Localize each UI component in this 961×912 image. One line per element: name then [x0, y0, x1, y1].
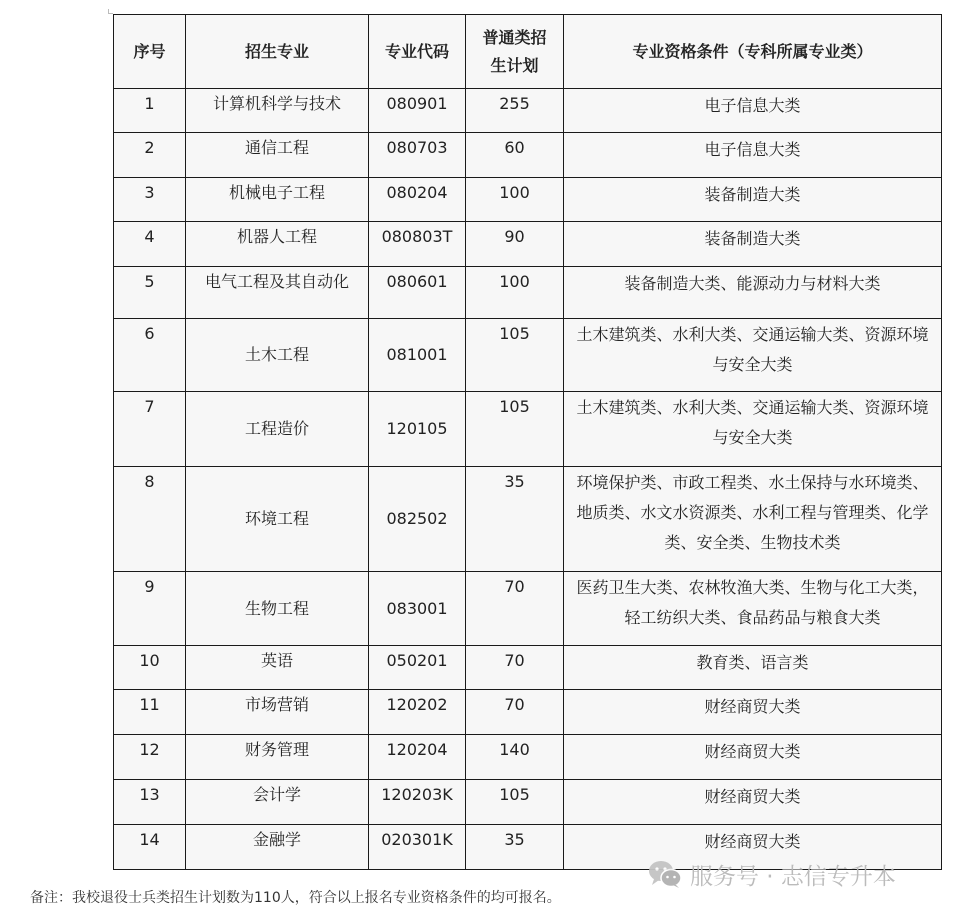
cell-code: 080204 — [369, 178, 466, 222]
cell-condition: 装备制造大类 — [564, 222, 942, 267]
cell-condition: 电子信息大类 — [564, 133, 942, 178]
table-row — [114, 133, 942, 178]
cell-seq: 12 — [114, 735, 186, 780]
table-row — [114, 89, 942, 133]
cell-plan: 105 — [466, 780, 564, 825]
cell-major: 机器人工程 — [186, 222, 369, 267]
cell-seq: 7 — [114, 392, 186, 467]
table-row — [114, 222, 942, 267]
cell-seq: 8 — [114, 467, 186, 572]
table-row — [114, 392, 942, 467]
cell-plan: 255 — [466, 89, 564, 133]
table-row — [114, 467, 942, 572]
table-row — [114, 735, 942, 780]
cell-plan: 100 — [466, 267, 564, 319]
cell-plan: 140 — [466, 735, 564, 780]
cell-code: 050201 — [369, 646, 466, 690]
cell-seq: 9 — [114, 572, 186, 646]
cell-major: 电气工程及其自动化 — [186, 267, 369, 319]
cell-seq: 10 — [114, 646, 186, 690]
header-seq: 序号 — [114, 15, 186, 89]
header-major: 招生专业 — [186, 15, 369, 89]
cell-plan: 60 — [466, 133, 564, 178]
cell-major: 计算机科学与技术 — [186, 89, 369, 133]
header-plan: 普通类招生计划 — [466, 15, 564, 89]
cell-seq: 3 — [114, 178, 186, 222]
cell-condition: 环境保护类、市政工程类、水土保持与水环境类、地质类、水文水资源类、水利工程与管理类、化学类、安全类、生物技术类 — [564, 467, 942, 572]
cell-code: 080601 — [369, 267, 466, 319]
cell-seq: 2 — [114, 133, 186, 178]
wechat-icon — [648, 859, 682, 889]
cell-major: 工程造价 — [186, 392, 369, 467]
cell-plan: 105 — [466, 319, 564, 392]
cell-code: 120105 — [369, 392, 466, 467]
cell-condition: 财经商贸大类 — [564, 780, 942, 825]
cell-major: 通信工程 — [186, 133, 369, 178]
cell-condition: 土木建筑类、水利大类、交通运输大类、资源环境与安全大类 — [564, 392, 942, 467]
cell-major: 英语 — [186, 646, 369, 690]
cell-condition: 土木建筑类、水利大类、交通运输大类、资源环境与安全大类 — [564, 319, 942, 392]
cell-seq: 4 — [114, 222, 186, 267]
cell-major: 机械电子工程 — [186, 178, 369, 222]
cell-code: 083001 — [369, 572, 466, 646]
cell-seq: 1 — [114, 89, 186, 133]
cell-code: 120204 — [369, 735, 466, 780]
table-row — [114, 319, 942, 392]
cell-major: 市场营销 — [186, 690, 369, 735]
cell-condition: 财经商贸大类 — [564, 690, 942, 735]
watermark-text: 服务号 · 志信专升本 — [690, 863, 896, 890]
cell-seq: 5 — [114, 267, 186, 319]
cell-code: 080803T — [369, 222, 466, 267]
header-condition: 专业资格条件（专科所属专业类） — [564, 15, 942, 89]
cell-plan: 70 — [466, 690, 564, 735]
table-row — [114, 267, 942, 319]
table-row — [114, 572, 942, 646]
header-code: 专业代码 — [369, 15, 466, 89]
cell-code: 020301K — [369, 825, 466, 870]
cell-condition: 财经商贸大类 — [564, 735, 942, 780]
cell-seq: 6 — [114, 319, 186, 392]
cell-seq: 13 — [114, 780, 186, 825]
cell-major: 环境工程 — [186, 467, 369, 572]
cell-seq: 11 — [114, 690, 186, 735]
footnote: 备注：我校退役士兵类招生计划数为110人，符合以上报名专业资格条件的均可报名。 — [30, 890, 561, 906]
cell-plan: 35 — [466, 467, 564, 572]
cell-code: 080703 — [369, 133, 466, 178]
cell-seq: 14 — [114, 825, 186, 870]
cell-major: 财务管理 — [186, 735, 369, 780]
watermark — [648, 856, 896, 892]
table-row — [114, 780, 942, 825]
cell-major: 土木工程 — [186, 319, 369, 392]
cell-plan: 35 — [466, 825, 564, 870]
cell-major: 会计学 — [186, 780, 369, 825]
cell-code: 120202 — [369, 690, 466, 735]
cell-condition: 装备制造大类、能源动力与材料大类 — [564, 267, 942, 319]
table-row — [114, 178, 942, 222]
table-row — [114, 646, 942, 690]
cell-condition: 医药卫生大类、农林牧渔大类、生物与化工大类，轻工纺织大类、食品药品与粮食大类 — [564, 572, 942, 646]
cell-plan: 105 — [466, 392, 564, 467]
cell-code: 080901 — [369, 89, 466, 133]
enrollment-plan-table — [113, 14, 942, 870]
cell-plan: 70 — [466, 646, 564, 690]
cell-condition: 电子信息大类 — [564, 89, 942, 133]
cell-code: 120203K — [369, 780, 466, 825]
cell-plan: 90 — [466, 222, 564, 267]
table-header-row — [114, 15, 942, 89]
cell-condition: 教育类、语言类 — [564, 646, 942, 690]
cell-plan: 70 — [466, 572, 564, 646]
cell-major: 金融学 — [186, 825, 369, 870]
cell-major: 生物工程 — [186, 572, 369, 646]
cell-condition: 财经商贸大类 — [564, 825, 942, 870]
cell-plan: 100 — [466, 178, 564, 222]
cell-condition: 装备制造大类 — [564, 178, 942, 222]
cell-code: 081001 — [369, 319, 466, 392]
table-row — [114, 690, 942, 735]
cell-code: 082502 — [369, 467, 466, 572]
